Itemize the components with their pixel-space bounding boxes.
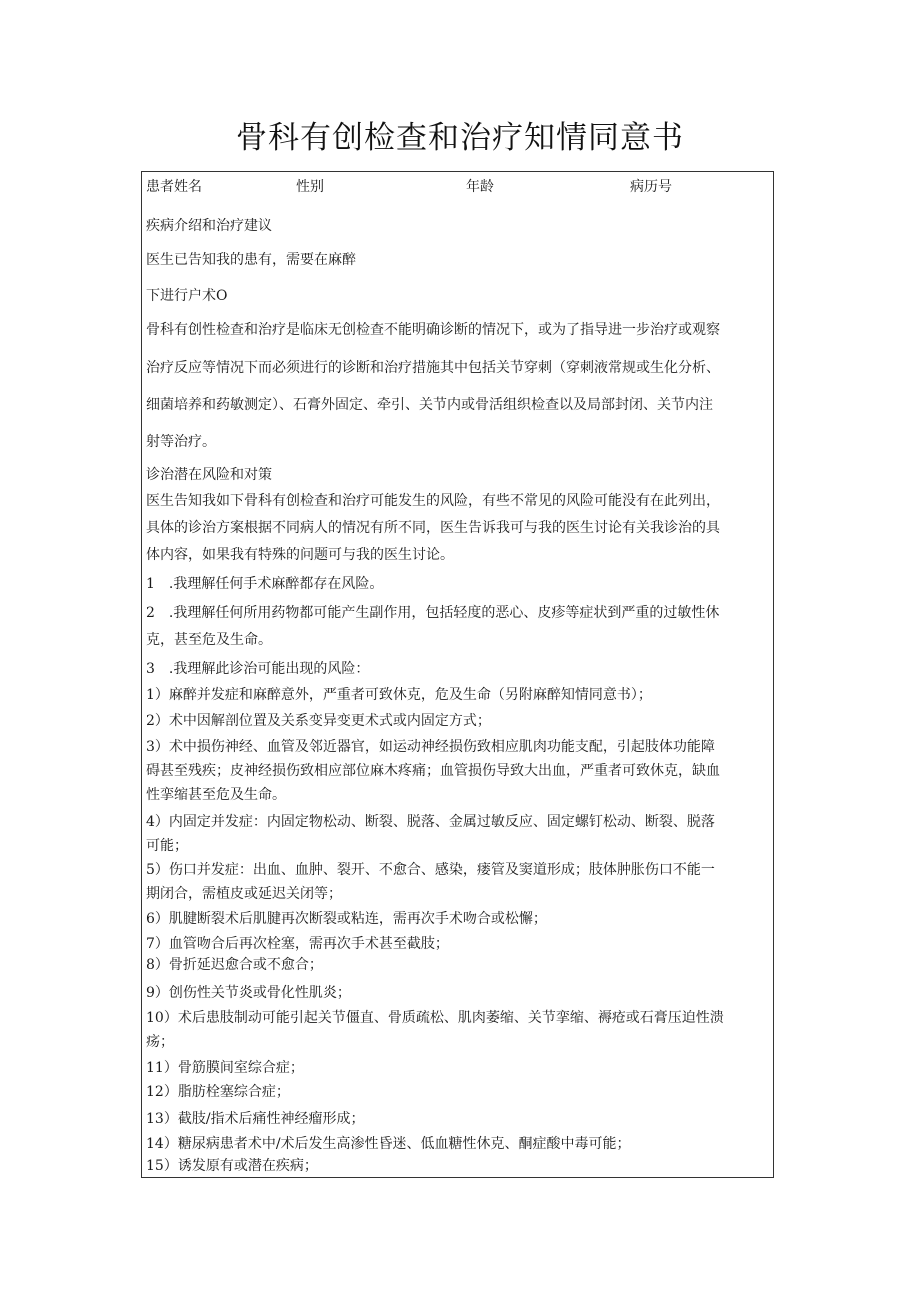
risk-subitem: 疡； [146,1034,174,1050]
risk-subitem: 8）骨折延迟愈合或不愈合； [146,957,323,973]
risk-subitem: 性挛缩甚至危及生命。 [146,787,286,803]
risk-subitem: 期闭合，需植皮或延迟关闭等； [146,886,342,902]
description-line: 骨科有创性检查和治疗是临床无创检查不能明确诊断的情况下，或为了指导进一步治疗或观察 [146,322,720,338]
risk-subitem: 14）糖尿病患者术中/术后发生高渗性昏迷、低血糖性休克、酮症酸中毒可能； [146,1136,631,1152]
risk-intro-line: 体内容，如果我有特殊的问题可与我的医生讨论。 [146,547,454,563]
risk-subitem: 可能； [146,838,188,854]
risk-subitem: 11）骨筋膜间室综合症； [146,1060,304,1076]
age-label: 年龄 [466,179,494,195]
risk-intro-line: 具体的诊治方案根据不同病人的情况有所不同，医生告诉我可与我的医生讨论有关我诊治的具 [146,520,720,536]
risk-subitem: 9）创伤性关节炎或骨化性肌炎； [146,985,351,1001]
record-number-label: 病历号 [630,179,672,195]
intro-line: 医生已告知我的患有，需要在麻醉 [146,252,356,268]
intro-line: 下进行户术O [146,288,228,304]
risk-item: 克，甚至危及生命。 [146,632,272,648]
intro-heading: 疾病介绍和治疗建议 [146,218,272,234]
risk-subitem: 4）内固定并发症：内固定物松动、断裂、脱落、金属过敏反应、固定螺钉松动、断裂、脱落 [146,814,715,830]
document-title: 骨科有创检查和治疗知情同意书 [236,120,684,156]
risk-intro-line: 医生告知我如下骨科有创检查和治疗可能发生的风险，有些不常见的风险可能没有在此列出， [146,493,720,509]
description-line: 射等治疗。 [146,434,216,450]
risk-subitem: 13）截肢/指术后痛性神经瘤形成； [146,1111,365,1127]
description-line: 治疗反应等情况下而必须进行的诊断和治疗措施其中包括关节穿刺（穿刺液常规或生化分析、 [146,360,720,376]
risk-subitem: 15）诱发原有或潜在疾病； [146,1158,318,1174]
risk-subitem: 5）伤口并发症：出血、血肿、裂开、不愈合、感染，瘘管及窦道形成；肢体肿胀伤口不能一 [146,862,715,878]
risk-heading: 诊治潜在风险和对策 [146,467,272,483]
patient-name-label: 患者姓名 [146,179,202,195]
risk-subitem: 1）麻醉并发症和麻醉意外，严重者可致休克，危及生命（另附麻醉知情同意书）； [146,687,652,703]
risk-item: 3 .我理解此诊治可能出现的风险： [146,661,370,677]
risk-subitem: 7）血管吻合后再次栓塞，需再次手术甚至截肢； [146,936,449,952]
risk-subitem: 12）脂肪栓塞综合症； [146,1084,290,1100]
description-line: 细菌培养和药敏测定）、石膏外固定、牵引、关节内或骨活组织检查以及局部封闭、关节内注 [146,397,713,413]
risk-subitem: 碍甚至残疾；皮神经损伤致相应部位麻木疼痛；血管损伤导致大出血，严重者可致休克，缺血 [146,763,720,779]
risk-item: 1 .我理解任何手术麻醉都存在风险。 [146,576,384,592]
risk-subitem: 3）术中损伤神经、血管及邻近器官，如运动神经损伤致相应肌肉功能支配，引起肢体功能障 [146,739,715,755]
risk-subitem: 10）术后患肢制动可能引起关节僵直、骨质疏松、肌肉萎缩、关节挛缩、褥疮或石膏压迫性溃 [146,1010,724,1026]
risk-subitem: 2）术中因解剖位置及关系变异变更术式或内固定方式； [146,713,491,729]
risk-item: 2 .我理解任何所用药物都可能产生副作用，包括轻度的恶心、皮疹等症状到严重的过敏性休 [146,605,720,621]
gender-label: 性别 [296,179,324,195]
risk-subitem: 6）肌腱断裂术后肌腱再次断裂或粘连，需再次手术吻合或松懈； [146,911,547,927]
consent-form [141,171,774,1178]
